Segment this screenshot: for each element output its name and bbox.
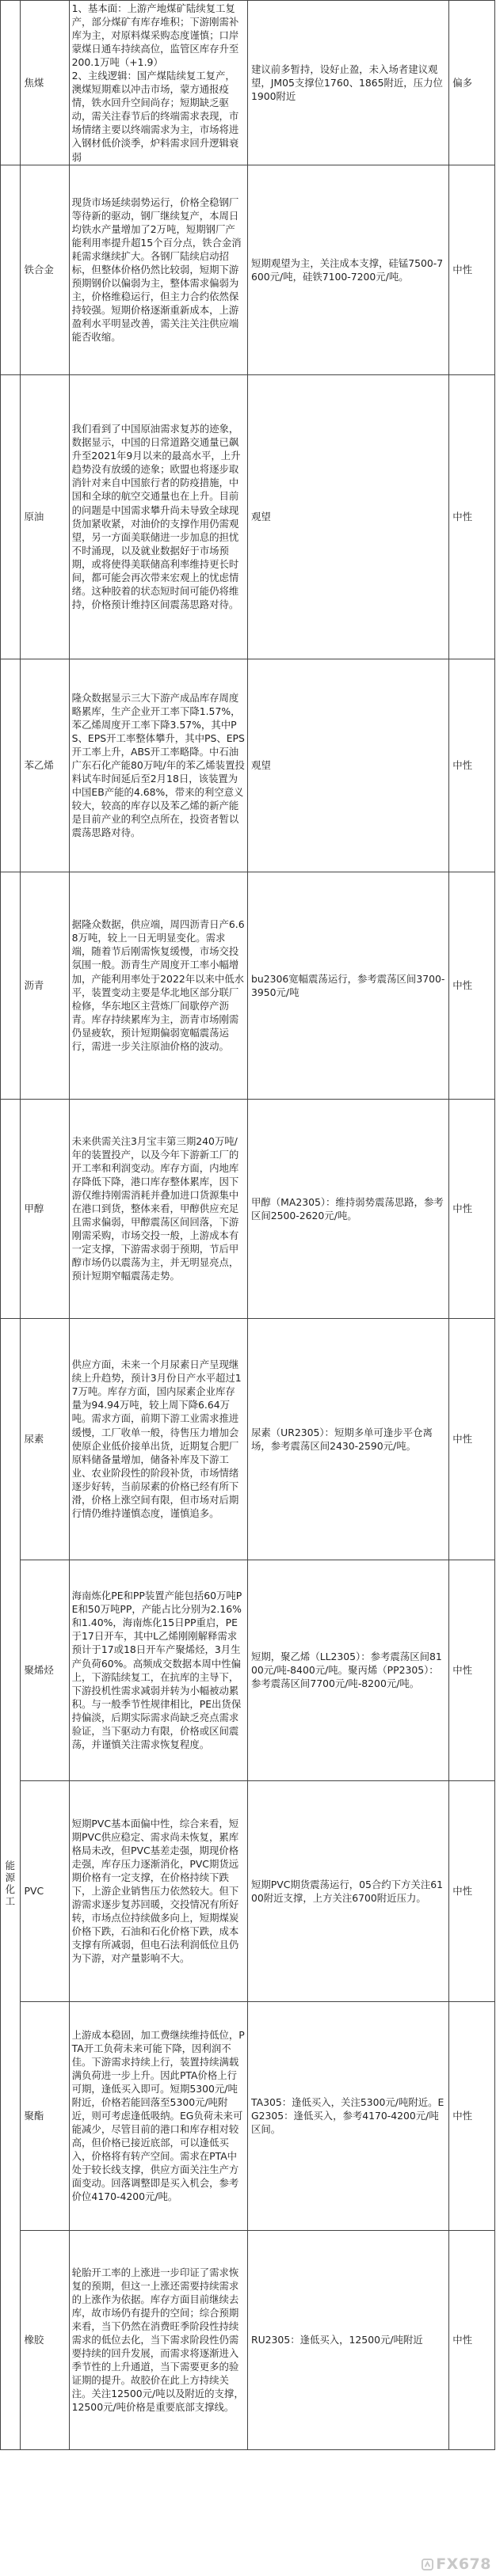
analysis-text: 1、基本面：上游产地煤矿陆续复工复产，部分煤矿有库存堆积；下游刚需补库为主，对原料煤采购态度谨慎；口岸蒙煤日通车持续高位，监管区库存升至200.1万吨（+1.9） 2、主线逻辑：国产煤陆续复工复产，澳煤短期难以冲击市场，蒙方通报疫情，铁水回升空间尚存；短期缺乏驱动，需关注春节后的终端需求表现，市场情绪主要以终端需求为主，市场将进入钢材低价淡季，炉料需求回升逻辑衰弱	[69, 1, 247, 165]
trading-advice: TA305：逢低买入，关注5300元/吨附近。EG2305：逢低买入，参考4170-4200元/吨区间。	[247, 2001, 448, 2230]
table-row	[1, 1780, 495, 2001]
outlook-tilt: 中性	[449, 1318, 495, 1560]
commodity-name: 橡胶	[20, 2230, 69, 2449]
table-row	[1, 374, 495, 659]
outlook-tilt: 中性	[449, 1560, 495, 1780]
table-row	[1, 1560, 495, 1780]
analysis-text: 海南炼化PE和PP装置产能包括60万吨PE和50万吨PP，产能占比分别为2.16%和1.40%，海南炼化15日PP重启，PE于17日开车，其中L乙烯刚刚解释需求预计于17或18日开车产聚烯烃，3月生产负荷60%。高频成交数据本周中性偏上，下游陆续复工，在抗库的主导下，下游投机性需求减弱并转为小幅被动累积。与一般季节性规律相比，PE出货保持偏淡，后期实际需求尚缺乏亮点需求验证，当下驱动力有限，价格或区间震荡，并谨慎关注需求恢复程度。	[69, 1560, 247, 1780]
outlook-tilt: 中性	[449, 374, 495, 659]
trading-advice: 短期，聚乙烯（LL2305）：参考震荡区间8100元/吨-8400元/吨。聚丙烯（PP2305）：参考震荡区间7700元/吨-8200元/吨。	[247, 1560, 448, 1780]
analysis-text: 据隆众数据，供应端，周四沥青日产6.68万吨，较上一日无明显变化。需求端，随着节后刚需恢复缓慢，市场交投氛围一般。沥青生产周度开工率小幅增加，产能利用率处于2022年以来中低水平，装置变动主要是华北地区部分联厂检修，华东地区主营炼厂间歇停产沥青。库存持续累库为主，沥青市场刚需仍显疲软，预计短期偏弱宽幅震荡运行，需进一步关注原油价格的波动。	[69, 872, 247, 1099]
sector-cell	[1, 1099, 21, 1318]
trading-advice: 观望	[247, 374, 448, 659]
sector-cell	[1, 165, 21, 374]
trading-advice: 尿素（UR2305）：短期多单可逢步平仓离场，参考震荡区间2430-2590元/吨。	[247, 1318, 448, 1560]
analysis-text: 现货市场延续弱势运行，价格全稳钢厂等待新的驱动，钢厂继续复产，本周日均铁水产量增加了2万吨，短期钢厂产能利用率提升超15个百分点，铁合金消耗需求继续扩大。各钢厂陆续启动招标，但整体价格仍然比较弱，短期下游预期钢价以偏弱为主，整体需求偏弱为主，价格维稳运行，但主力合约依然保持较强。短期价格逐渐重新成本，上游盈利水平明显改善，需关注关注供应端能否收缩。	[69, 165, 247, 374]
commodity-name: 苯乙烯	[20, 659, 69, 872]
trading-advice: bu2306宽幅震荡运行，参考震荡区间3700-3950元/吨	[247, 872, 448, 1099]
outlook-tilt: 中性	[449, 872, 495, 1099]
fx678-logo-icon	[422, 2559, 433, 2570]
commodity-name: 尿素	[20, 1318, 69, 1560]
outlook-tilt: 中性	[449, 2001, 495, 2230]
outlook-tilt: 中性	[449, 1099, 495, 1318]
outlook-tilt: 偏多	[449, 1, 495, 165]
analysis-text: 上游成本稳固，加工费继续维持低位，PTA开工负荷未来可能下降，因利润不佳。下游需求持续上行，装置持续满载满负荷进一步上升。因此PTA价格上行可期，逢低买入即可。短期5300元/吨附近，价格若能回落至5300元/吨附近，则可考虑逢低吸纳。EG负荷未来可能减少，尽管目前的港口和库存相对较高，但价格已接近底部，可以逢低买入，价格将有转产空间。需求在PTA中处于较长线支撑，供应方面关注生产方面变动。回落调整即是买入机会，参考价位4170-4200元/吨。	[69, 2001, 247, 2230]
commodity-name: 焦煤	[20, 1, 69, 165]
trading-advice: 观望	[247, 659, 448, 872]
sector-cell	[1, 872, 21, 1099]
outlook-tilt: 中性	[449, 1780, 495, 2001]
table-row	[1, 872, 495, 1099]
trading-advice: 甲醇（MA2305）：维持弱势震荡思路，参考区间2500-2620元/吨。	[247, 1099, 448, 1318]
analysis-text: 轮胎开工率的上涨进一步印证了需求恢复的预期，但这一上涨还需要持续需求的上涨作为依据。库存方面目前继续去库，故市场仍有提升的空间；综合预期来看，当下仍然在消费旺季阶段性持续需求的低位去化，当下需求阶段性仍需要持续的回升发展，而需求将逐渐进入季节性的上升通道，当下需要更多的验证期的提升。故胶价在此上方持续关注。关注12500元/吨以及附近的支撑，12500元/吨价格是重要底部支撑线。	[69, 2230, 247, 2449]
table-row	[1, 2001, 495, 2230]
commodity-name: PVC	[20, 1780, 69, 2001]
commodity-name: 聚酯	[20, 2001, 69, 2230]
trading-advice: 短期PVC期货震荡运行，05合约下方关注6100附近支撑，上方关注6700附近压力。	[247, 1780, 448, 2001]
trading-advice: RU2305：逢低买入，12500元/吨附近	[247, 2230, 448, 2449]
analysis-text: 供应方面，未来一个月尿素日产呈现继续上升趋势，预计3月份日产水平超过17万吨。库存方面，国内尿素企业库存量为94.94万吨，较上周下降6.64万吨。需求方面，前期下游工业需求推进缓慢，工厂收单一般，待售压力增加会使原企业低价接单出货，近期复合肥厂原料储备量增加，储备补库及下游工业、农业阶段性的阶段补货，市场情绪逐步好转，当前尿素的价格已经有所下滑，价格上涨空间有限，但市场对后期行情仍维持谨慎态度，谨慎追多。	[69, 1318, 247, 1560]
trading-advice: 建议前多暂持，设好止盈，未入场者建议观望，JM05支撑位1760、1865附近，压力位1900附近	[247, 1, 448, 165]
sector-cell	[1, 374, 21, 659]
commodity-name: 沥青	[20, 872, 69, 1099]
analysis-text: 隆众数据显示三大下游产成品库存周度略累库，生产企业开工率下降1.57%，苯乙烯周度开工率下降3.57%，其中PS、EPS开工率整体攀升，其中PS、EPS开工率上升，ABS开工率略降。中石油广东石化产能80万吨/年的苯乙烯装置投料试车时间延后至2月18日，该装置为中国EB产能的4.68%，带来的利空意义较大，较高的库存以及苯乙烯的新产能是目前产业的利空点所在，投资者暂以震荡思路对待。	[69, 659, 247, 872]
commodity-name: 甲醇	[20, 1099, 69, 1318]
sector-cell	[1, 1, 21, 165]
table-row	[1, 1, 495, 165]
sector-label: 能源化工	[1, 1318, 21, 2449]
table-row	[1, 165, 495, 374]
fx678-watermark	[422, 2555, 491, 2573]
analysis-text: 未来供需关注3月宝丰第三期240万吨/年的装置投产，以及今年下游新工厂的开工率和利润变动。库存方面，内地库存降低下降，港口库存整体累库，因下游仅维持刚需消耗并叠加进口货源集中在港口到货，整体来看，甲醇供应充足且需求偏弱，甲醇震荡区间回落，下游刚需采购，市场交投一般，上游成本有一定支撑，下游需求弱于预期，节后甲醇市场仍以震荡为主，并无明显亮点，预计短期窄幅震荡走势。	[69, 1099, 247, 1318]
outlook-tilt: 中性	[449, 659, 495, 872]
outlook-tilt: 中性	[449, 2230, 495, 2449]
watermark-text: FX678	[436, 2555, 491, 2573]
analysis-text: 短期PVC基本面偏中性，综合来看，短期PVC供应稳定、需求尚未恢复，累库格局未改，但PVC基差走强，期现价格走强，库存压力逐渐消化，PVC期货远期价格有一定支撑，在价格持续下跌下，上游企业销售压力依然较大。但下游需求逐步复苏回暖，交投情况有所好转，市场点位持续做多向上，短期煤炭价格下跌，石油和石化价格下跌，成本支撑有所减弱，但电石法利润低位且仍为下游，对产量影响不大。	[69, 1780, 247, 2001]
table-row	[1, 1318, 495, 1560]
commodity-name: 聚烯烃	[20, 1560, 69, 1780]
table-row	[1, 1099, 495, 1318]
table-row	[1, 2230, 495, 2449]
table-row	[1, 659, 495, 872]
outlook-tilt: 中性	[449, 165, 495, 374]
commodity-name: 铁合金	[20, 165, 69, 374]
analysis-text: 我们看到了中国原油需求复苏的迹象，数据显示，中国的日常道路交通量已飙升至2021年9月以来的最高水平，上升趋势没有放缓的迹象；欧盟也将逐步取消针对来自中国旅行者的防疫措施，中国和全球的航空交通量也在上升。目前的问题是中国需求攀升尚未导致全球现货加紧收紧，对油价的支撑作用仍需观望，另一方面美联储进一步加息的担忧不时涌现，以及就业数据好于市场预期，或将使得美联储高利率维持更长时间，都可能会再次带来宏观上的忧虑情绪。这种胶着的状态短时间可能仍将维持，价格预计维持区间震荡思路对待。	[69, 374, 247, 659]
sector-cell	[1, 659, 21, 872]
commodity-name: 原油	[20, 374, 69, 659]
trading-advice: 短期观望为主，关注成本支撑，硅锰7500-7600元/吨，硅铁7100-7200元/吨。	[247, 165, 448, 374]
